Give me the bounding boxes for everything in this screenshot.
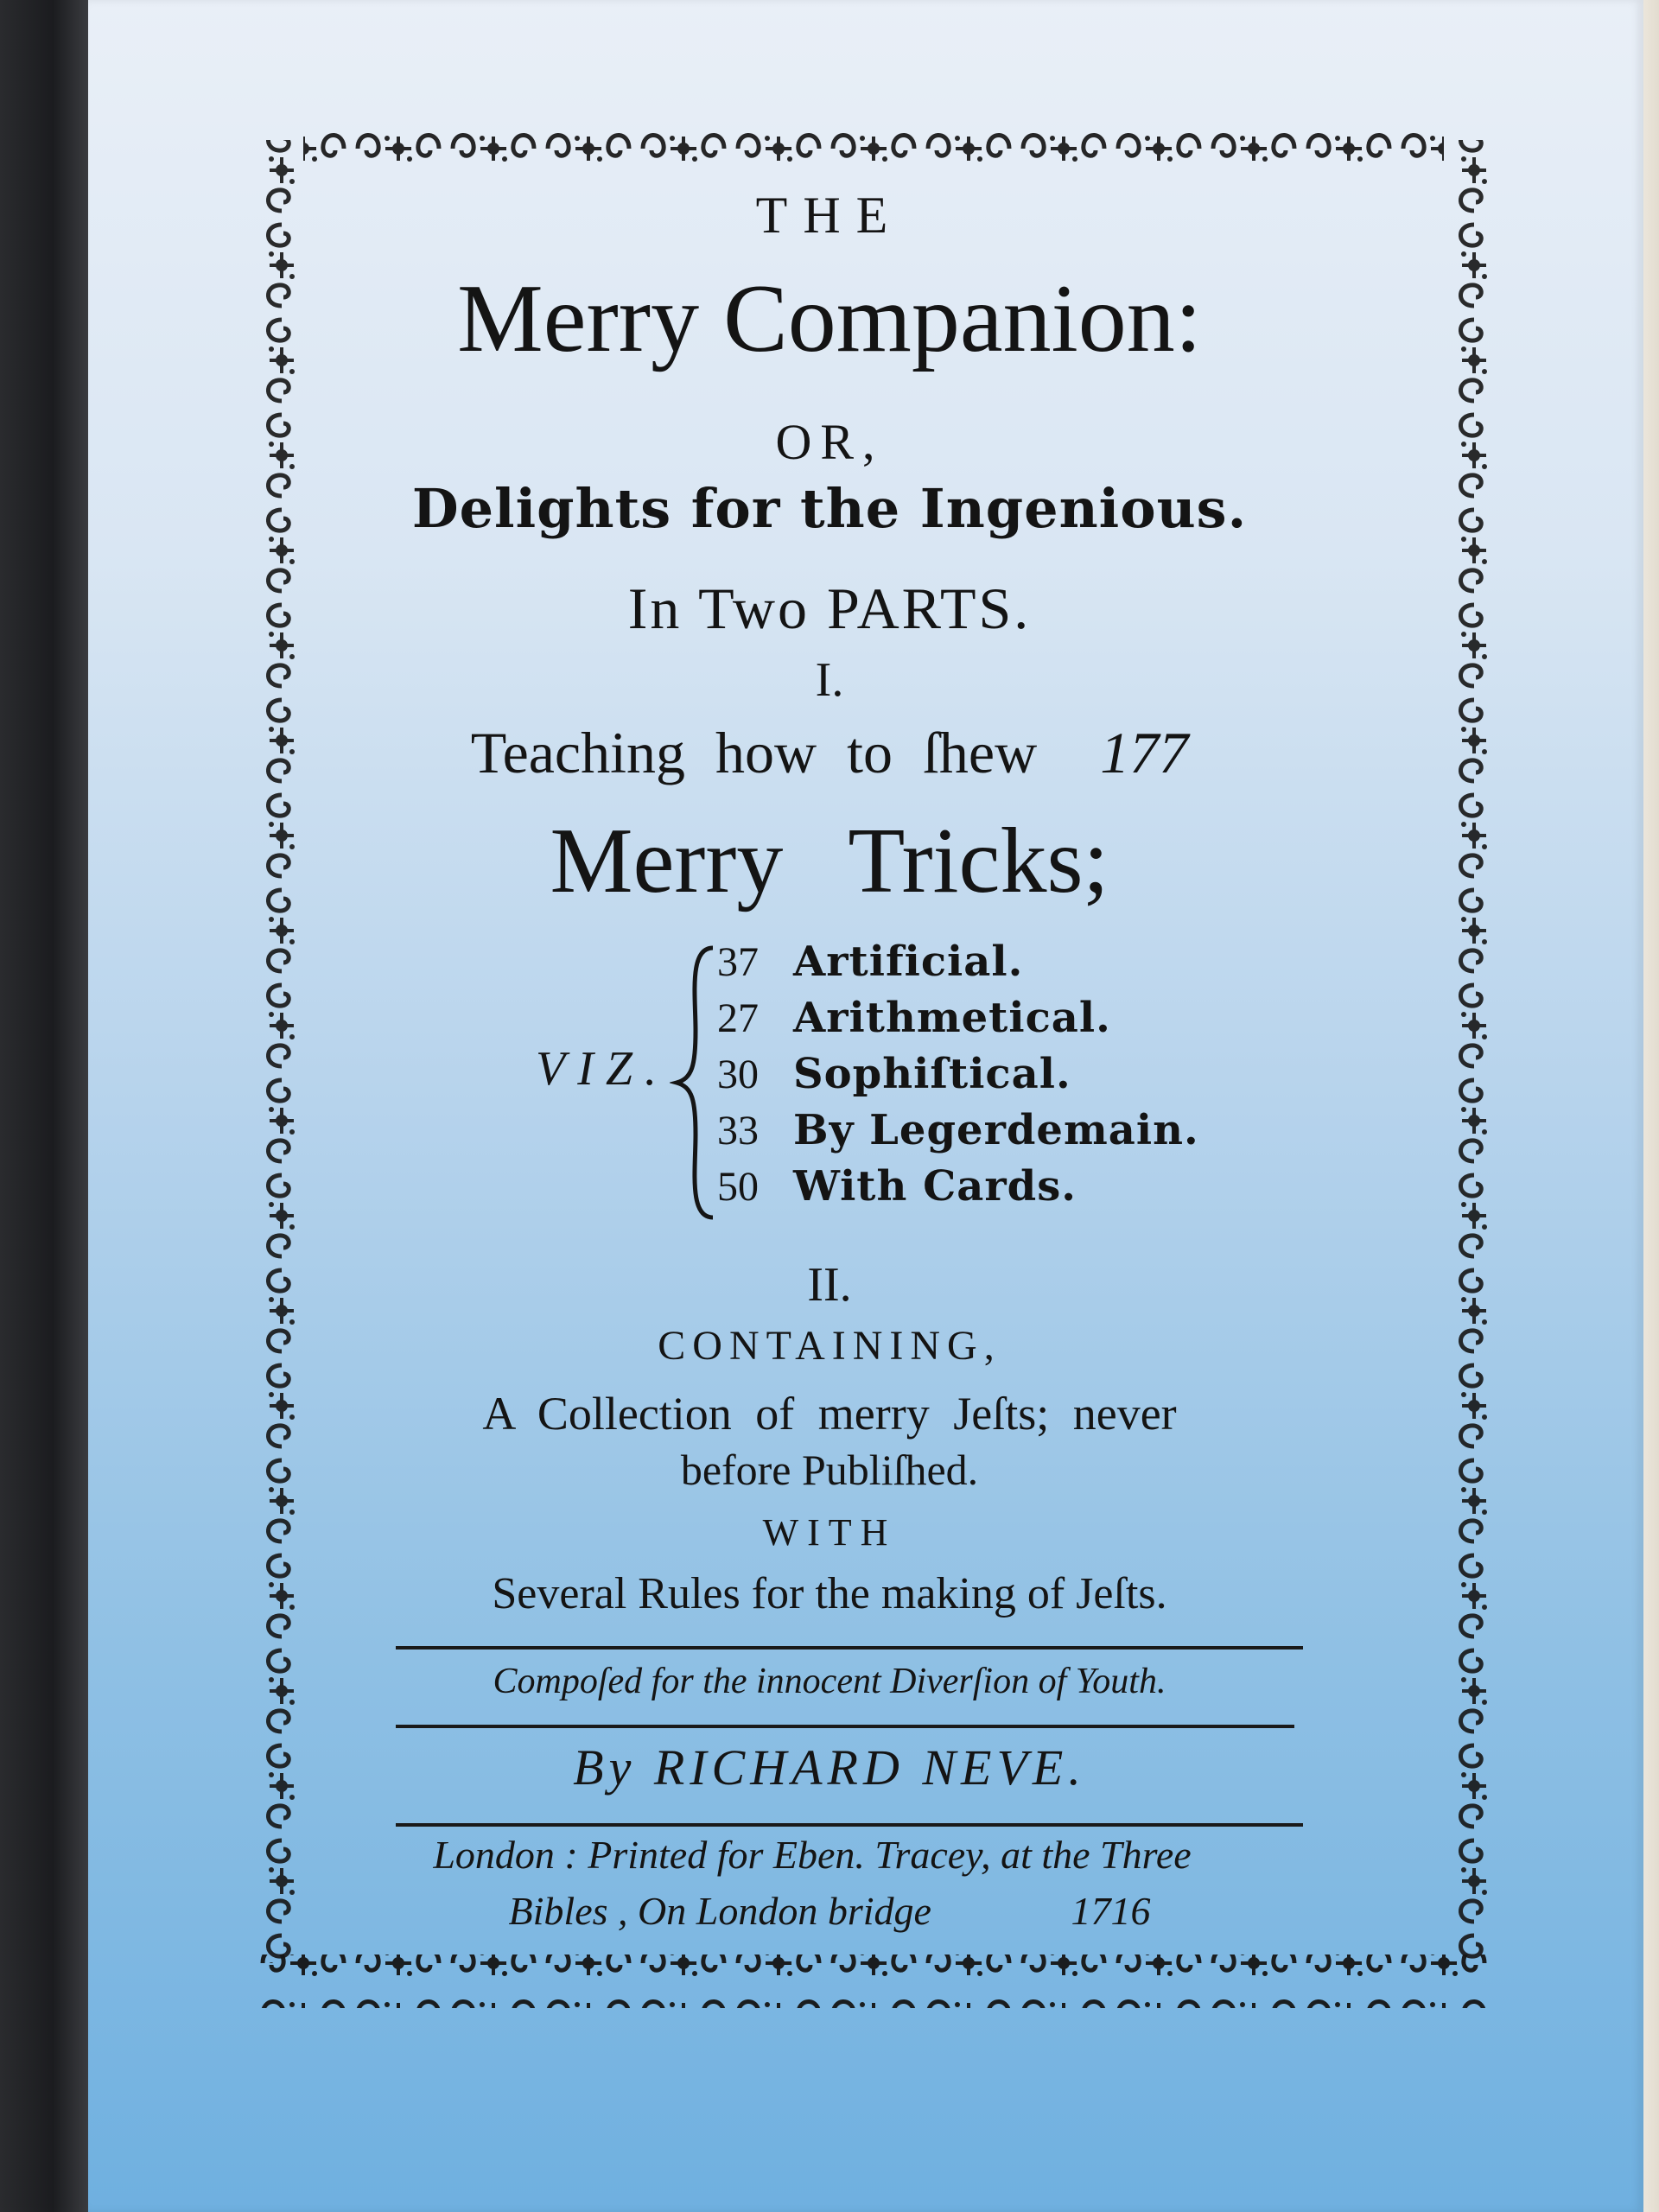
collection-line-2: before Publiſhed. (680, 1446, 979, 1494)
viz-item (717, 994, 1111, 1046)
imprint-line-1: London : Printed for Eben. Tracey, at the Three (433, 1833, 1192, 1877)
author-line: By RICHARD NEVE. (573, 1739, 1086, 1796)
viz-count: 37 (717, 939, 759, 985)
parts-line: In Two PARTS. (627, 575, 1032, 641)
author-line-wrap (0, 1738, 1659, 1796)
part-two-numeral: II. (807, 1258, 852, 1312)
viz-item (717, 1106, 1199, 1158)
divider-rule (396, 1646, 1303, 1649)
viz-kind: With Cards. (793, 1162, 1077, 1211)
divider-rule (396, 1725, 1294, 1728)
viz-item (717, 1162, 1077, 1214)
viz-kind: Artificial. (793, 938, 1024, 986)
viz-label: VIZ. (536, 1042, 669, 1096)
viz-kind: Arithmetical. (793, 994, 1111, 1042)
or-connector: OR, (775, 414, 884, 470)
containing-heading: CONTAINING, (658, 1323, 1001, 1369)
collection-line-1: A Collection of merry Jeſts; never (482, 1388, 1177, 1440)
with-heading: WITH (762, 1511, 897, 1554)
divider-rule (396, 1823, 1303, 1827)
viz-count: 27 (717, 995, 759, 1041)
viz-list (536, 938, 1313, 1223)
teaching-line-wrap (0, 719, 1659, 787)
viz-count: 33 (717, 1108, 759, 1154)
composed-line: Compoſed for the innocent Diverſion of Youth. (493, 1662, 1166, 1701)
trick-count: 177 (1100, 720, 1189, 785)
imprint-line-2-wrap (0, 1888, 1659, 1934)
imprint-line-2: Bibles , On London bridge (508, 1889, 931, 1933)
book-title: Merry Companion: (457, 265, 1202, 372)
curly-brace-icon (670, 944, 721, 1221)
the-heading: THE (755, 187, 904, 244)
imprint-year: 1716 (1071, 1889, 1151, 1933)
part-one-numeral: I. (815, 653, 844, 707)
viz-count: 50 (717, 1164, 759, 1210)
viz-count: 30 (717, 1052, 759, 1097)
viz-kind: By Legerdemain. (793, 1106, 1199, 1154)
teaching-line: Teaching how to ſhew (470, 720, 1038, 785)
viz-item (717, 938, 1023, 989)
merry-tricks: Merry Tricks; (550, 810, 1109, 912)
rules-line: Several Rules for the making of Jeſts. (492, 1569, 1167, 1618)
viz-item (717, 1050, 1071, 1102)
subtitle: Delights for the Ingenious. (411, 477, 1248, 540)
viz-kind: Sophiſtical. (793, 1050, 1071, 1098)
